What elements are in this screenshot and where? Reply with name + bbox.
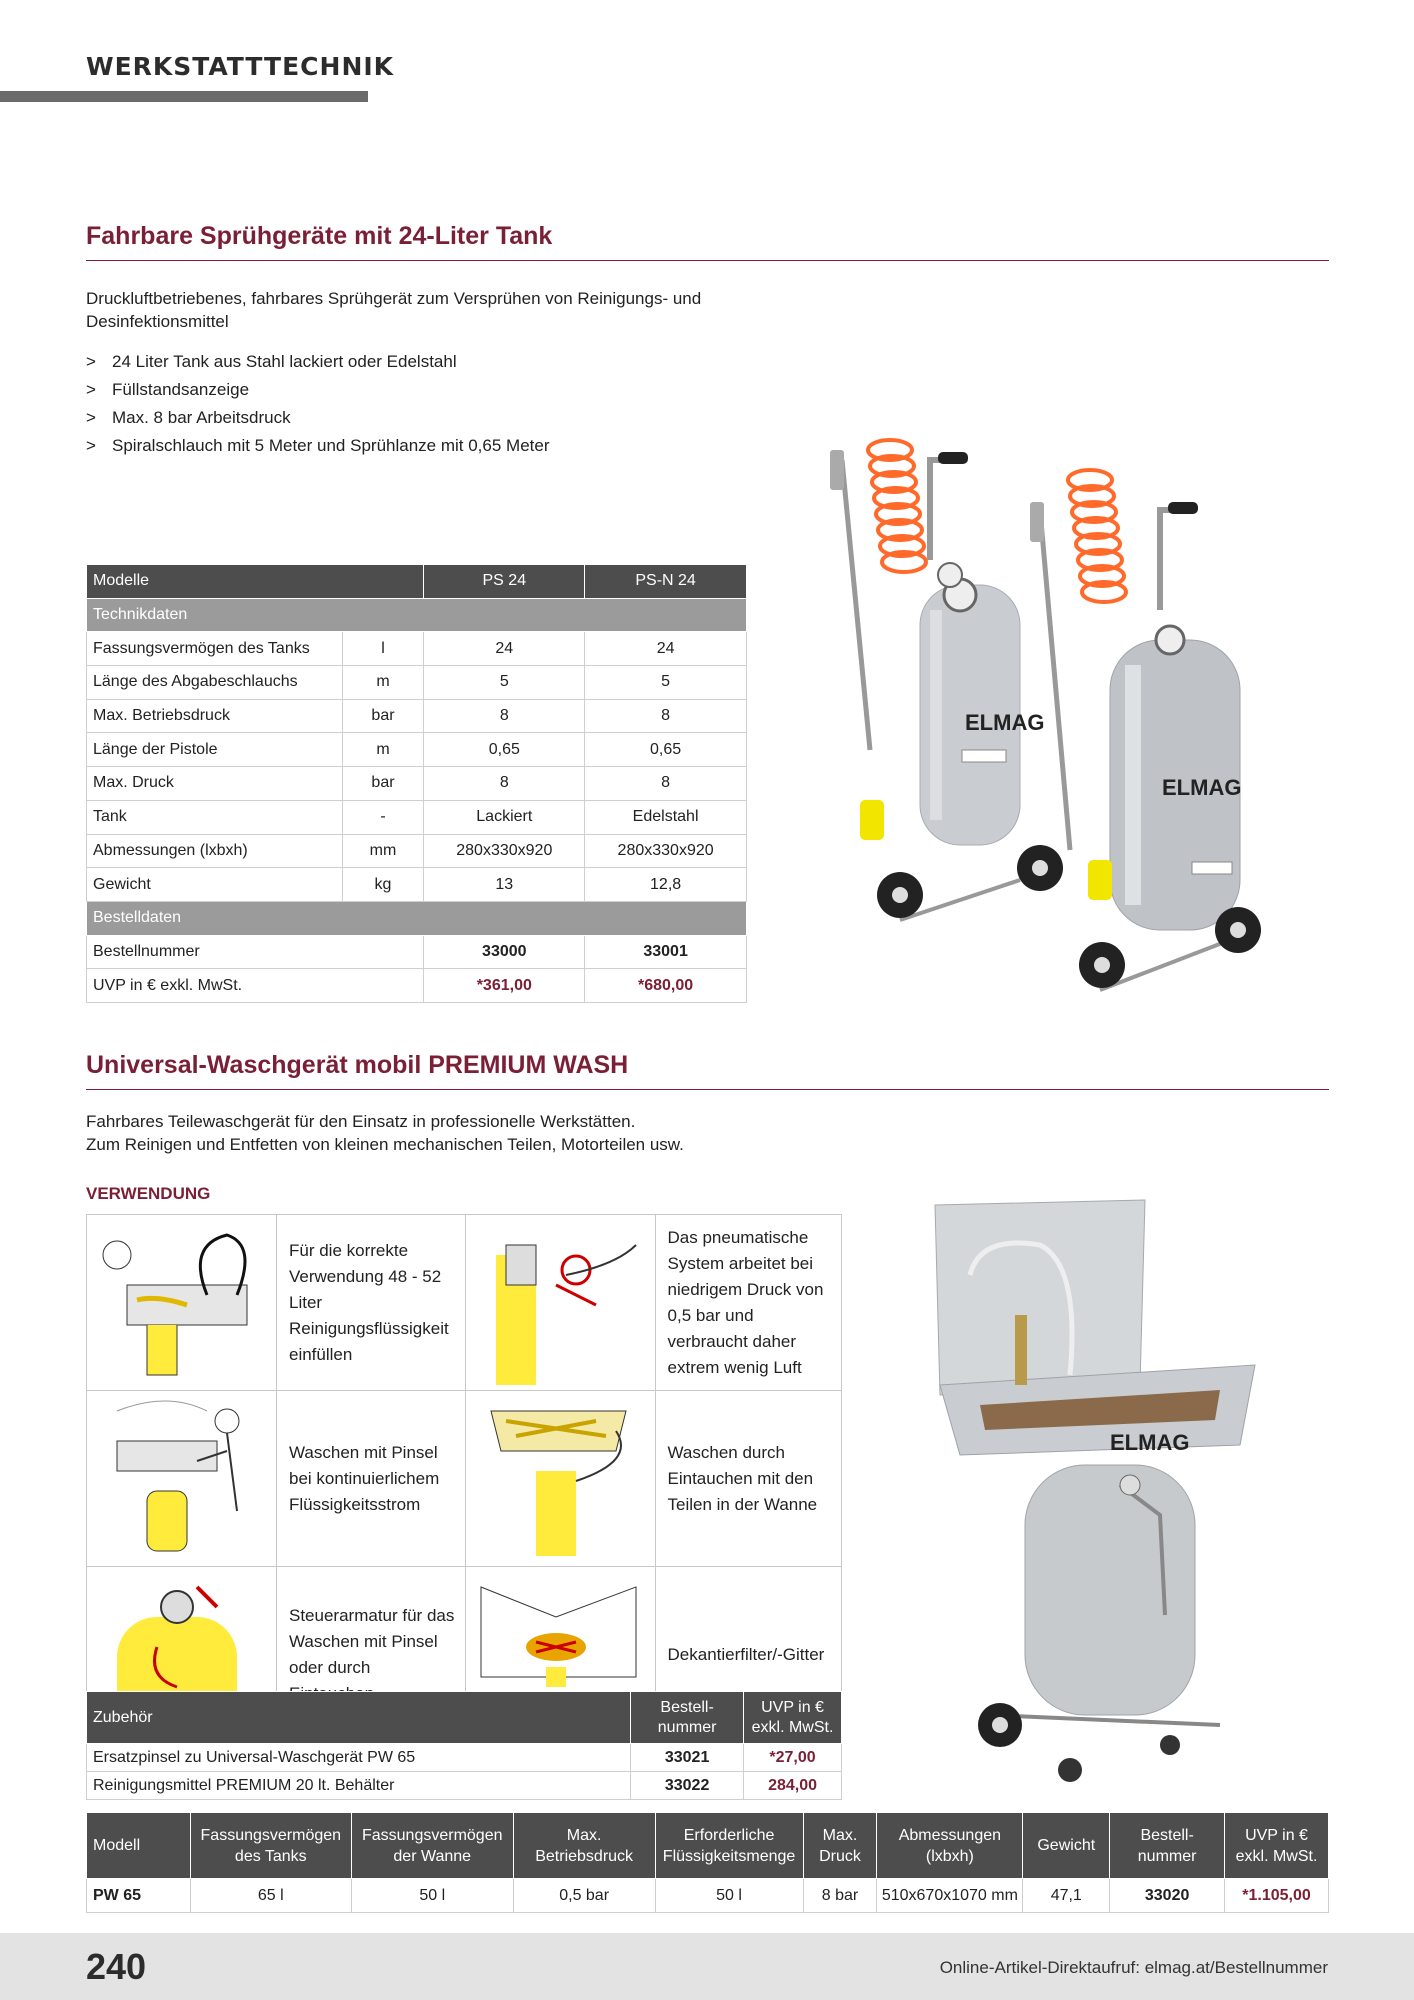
footer-direct-link[interactable]: Online-Artikel-Direktaufruf: elmag.at/Bestellnummer	[939, 1958, 1328, 1977]
group-row-bestell: Bestelldaten	[87, 901, 747, 935]
table-row: PW 65 65 l 50 l 0,5 bar 50 l 8 bar 510x670x1070 mm 47,1 33020 *1.105,00	[87, 1879, 1329, 1913]
list-item: > Spiralschlauch mit 5 Meter und Sprühlanze mit 0,65 Meter	[86, 436, 550, 455]
table-row: Gewicht kg 13 12,8	[87, 868, 747, 902]
table-header-row: Zubehör Bestell- nummer UVP in € exkl. MwSt.	[87, 1692, 842, 1744]
table-row: Tank - Lackiert Edelstahl	[87, 800, 747, 834]
table-row: Fassungsvermögen des Tanks l 24 24	[87, 632, 747, 666]
section2-rule	[86, 1089, 1329, 1090]
spray-spec-table	[86, 564, 747, 1003]
usage-text: Für die korrekte Verwendung 48 - 52 Liter Reinigungsflüssigkeit einfüllen	[277, 1215, 466, 1391]
list-item: > Füllstandsanzeige	[86, 380, 250, 399]
premium-wash-table	[86, 1812, 1329, 1913]
section2-intro-line1: Fahrbares Teilewaschgerät für den Einsatz in professionelle Werkstätten.	[86, 1112, 636, 1131]
section2-intro-line2: Zum Reinigen und Entfetten von kleinen mechanischen Teilen, Motorteilen usw.	[86, 1135, 684, 1154]
usage-image-pneumatic	[465, 1215, 655, 1391]
usage-text: Waschen mit Pinsel bei kontinuierlichem Flüssigkeitsstrom	[277, 1391, 466, 1567]
sprayer-product-image	[790, 410, 1330, 1010]
page-header-title: WERKSTATTTECHNIK	[86, 52, 395, 81]
usage-text: Waschen durch Eintauchen mit den Teilen in der Wanne	[655, 1391, 841, 1567]
usage-image-brush	[87, 1391, 277, 1567]
sprayer-psn24-illustration	[1030, 470, 1261, 990]
section2-title: Universal-Waschgerät mobil PREMIUM WASH	[86, 1051, 629, 1079]
table-row: Länge des Abgabeschlauchs m 5 5	[87, 666, 747, 700]
accessories-table	[86, 1691, 842, 1800]
table-header-row: Modelle PS 24 PS-N 24	[87, 565, 747, 599]
table-row: Bestellnummer 33000 33001	[87, 935, 747, 969]
usage-image-fill	[87, 1215, 277, 1391]
header-bar	[0, 91, 368, 102]
table-row: Reinigungsmittel PREMIUM 20 lt. Behälter 33022 284,00	[87, 1772, 842, 1800]
group-row-technik: Technikdaten	[87, 598, 747, 632]
table-row: Länge der Pistole m 0,65 0,65	[87, 733, 747, 767]
page-number: 240	[86, 1946, 147, 1987]
parts-washer-product-image	[920, 1195, 1290, 1795]
usage-text: Dekantierfilter/-Gitter	[655, 1567, 841, 1743]
usage-text: Das pneumatische System arbeitet bei niedrigem Druck von 0,5 bar und verbraucht daher extrem wenig Luft	[655, 1215, 841, 1391]
table-row: UVP in € exkl. MwSt. *361,00 *680,00	[87, 969, 747, 1003]
feature-list	[86, 348, 746, 460]
section1-intro: Druckluftbetriebenes, fahrbares Sprühgerät zum Versprühen von Reinigungs- und Desinfektionsmittel	[86, 289, 702, 331]
usage-image-immersion	[465, 1391, 655, 1567]
section1-title: Fahrbare Sprühgeräte mit 24-Liter Tank	[86, 222, 553, 250]
section1-rule	[86, 260, 1329, 261]
svg-text:ELMAG: ELMAG	[1110, 1430, 1190, 1455]
table-row: Ersatzpinsel zu Universal-Waschgerät PW 65 33021 *27,00	[87, 1744, 842, 1772]
list-item: > 24 Liter Tank aus Stahl lackiert oder Edelstahl	[86, 352, 457, 371]
usage-grid	[86, 1214, 842, 1743]
table-row: Abmessungen (lxbxh) mm 280x330x920 280x330x920	[87, 834, 747, 868]
svg-text:ELMAG: ELMAG	[1162, 775, 1242, 800]
list-item: > Max. 8 bar Arbeitsdruck	[86, 408, 291, 427]
svg-text:ELMAG: ELMAG	[965, 710, 1045, 735]
table-row: Max. Betriebsdruck bar 8 8	[87, 699, 747, 733]
table-row: Max. Druck bar 8 8	[87, 767, 747, 801]
usage-heading: VERWENDUNG	[86, 1184, 211, 1203]
usage-text: Steuerarmatur für das Waschen mit Pinsel oder durch	[277, 1567, 466, 1743]
sprayer-ps24-illustration	[830, 440, 1063, 920]
table-header-row: Modell Fassungsvermögen des Tanks Fassungsvermögen der Wanne Max. Betriebsdruck Erforderliche Flüssigkeitsmenge Max. Druck Abmessungen (lxbxh) Gewicht Bestell- nummer UVP in € exkl. MwSt.	[87, 1813, 1329, 1879]
